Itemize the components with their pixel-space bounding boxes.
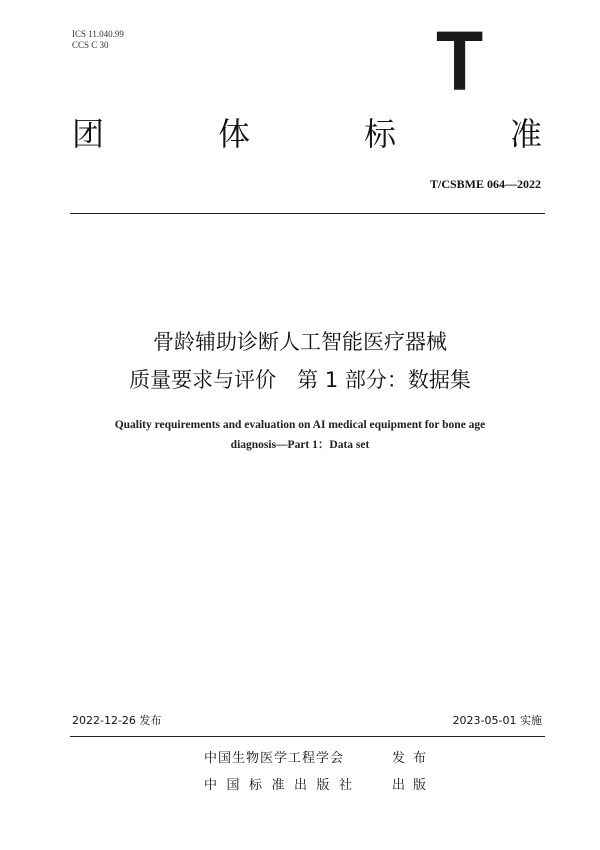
standard-type-char-2: 体 — [218, 115, 251, 153]
english-title-line-1: Quality requirements and evaluation on AI medical equipment for bone age — [114, 419, 486, 431]
publisher-organization: 中国生物医学工程学会 — [204, 751, 345, 766]
standard-type-char-1: 团 — [72, 115, 105, 153]
bottom-divider — [70, 736, 545, 737]
english-title-line-2: diagnosis—Part 1：Data set — [230, 439, 370, 451]
chinese-title-line-2: 质量要求与评价 第 1 部分：数据集 — [129, 368, 471, 392]
publisher-action: 发布 — [392, 751, 435, 766]
standard-type-char-4: 准 — [510, 115, 543, 153]
chinese-title-line-1: 骨龄辅助诊断人工智能医疗器械 — [153, 330, 447, 354]
classification-codes — [72, 29, 124, 51]
ics-code: ICS 11.040.99 — [72, 29, 124, 39]
issue-date: 2022-12-26 发布 — [72, 714, 162, 727]
publisher-action: 出版 — [392, 778, 435, 793]
top-divider — [70, 213, 545, 214]
publisher-organization: 中国标准出版社 — [204, 778, 362, 793]
standard-letter-logo — [436, 14, 487, 108]
standard-type-char-3: 标 — [364, 115, 397, 153]
implementation-date: 2023-05-01 实施 — [452, 714, 542, 727]
standard-letter: T — [436, 14, 484, 108]
ccs-code: CCS C 30 — [72, 40, 109, 50]
standard-number: T/CSBME 064—2022 — [429, 177, 541, 191]
